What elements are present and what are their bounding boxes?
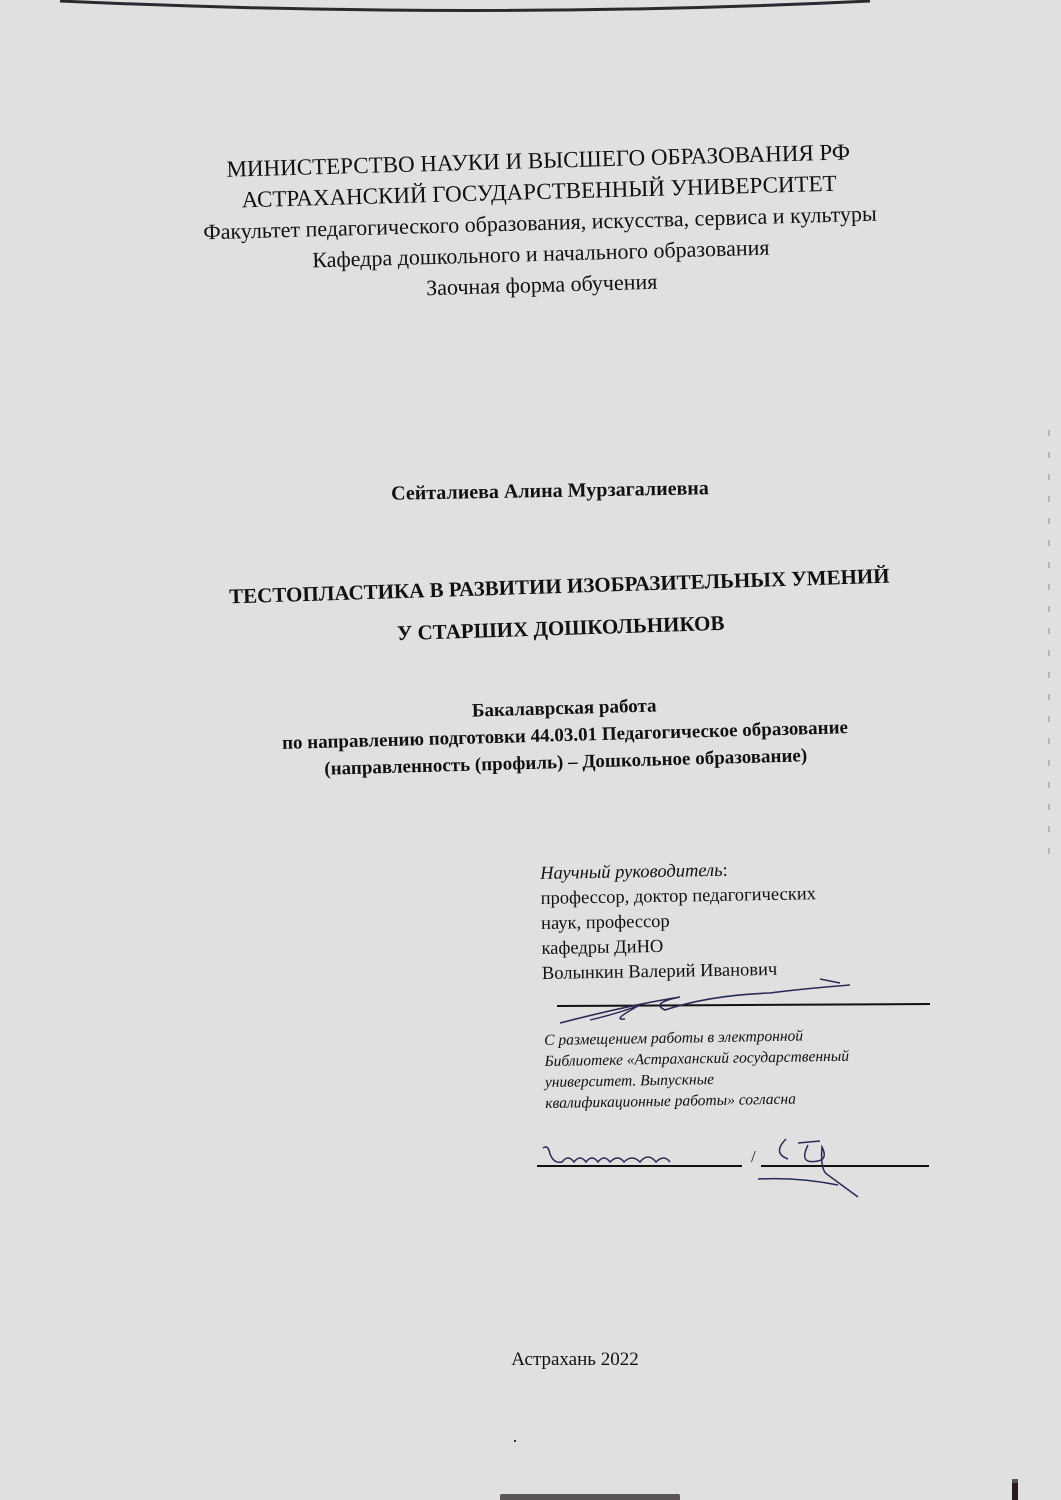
work-direction: по направлению подготовки 44.03.01 Педагогическое образование (281, 717, 849, 754)
consent-line-4: квалификационные работы» согласна (545, 1090, 797, 1112)
supervisor-label-colon: : (722, 860, 728, 881)
consent-line-3: университет. Выпускные (544, 1071, 715, 1091)
scan-edge-artifact (1048, 430, 1050, 860)
department-line: Кафедра дошкольного и начального образования (311, 234, 770, 273)
author-name: Сейталиева Алина Мурзагалиевна (390, 477, 710, 505)
city-and-year: Астрахань 2022 (511, 1349, 639, 1370)
scan-corner-mark (1012, 1483, 1018, 1500)
consent-line-1: С размещением работы в электронной (544, 1027, 804, 1049)
institution-header (148, 134, 932, 311)
university-line: АСТРАХАНСКИЙ ГОСУДАРСТВЕННЫЙ УНИВЕРСИТЕТ (241, 170, 837, 213)
student-initials-signature (758, 1135, 868, 1205)
faculty-line: Факультет педагогического образования, искусства, сервиса и культуры (202, 200, 877, 245)
supervisor-label: Научный руководитель (540, 860, 723, 884)
scan-edge-bottom (500, 1494, 680, 1500)
supervisor-department: кафедры ДиНО (541, 936, 664, 959)
supervisor-signature (550, 975, 870, 1025)
supervisor-position: профессор, доктор педагогических (540, 884, 817, 909)
library-consent (544, 1023, 965, 1114)
scan-edge-top (0, 0, 1061, 22)
supervisor-degree: наук, профессор (540, 911, 670, 934)
title-line-2: У СТАРШИХ ДОШКОЛЬНИКОВ (396, 610, 725, 646)
supervisor-name: Волынкин Валерий Иванович (541, 959, 778, 984)
work-type: Бакалаврская работа (471, 695, 657, 722)
study-form-line: Заочная форма обучения (425, 268, 658, 301)
title-line-1: ТЕСТОПЛАСТИКА В РАЗВИТИИ ИЗОБРАЗИТЕЛЬНЫХ УМЕНИЙ (228, 563, 890, 609)
thesis-title (159, 552, 961, 661)
ministry-line: МИНИСТЕРСТВО НАУКИ И ВЫСШЕГО ОБРАЗОВАНИЯ РФ (226, 139, 851, 182)
consent-line-2: Библиотеке «Астраханский государственный (544, 1047, 850, 1070)
scan-dust-mark (514, 1440, 516, 1442)
work-profile: (направленность (профиль) – Дошкольное образование) (324, 745, 808, 780)
signature-separator: / (751, 1147, 756, 1166)
work-description (184, 684, 946, 786)
supervisor-info (540, 855, 942, 987)
student-signature (538, 1140, 688, 1170)
